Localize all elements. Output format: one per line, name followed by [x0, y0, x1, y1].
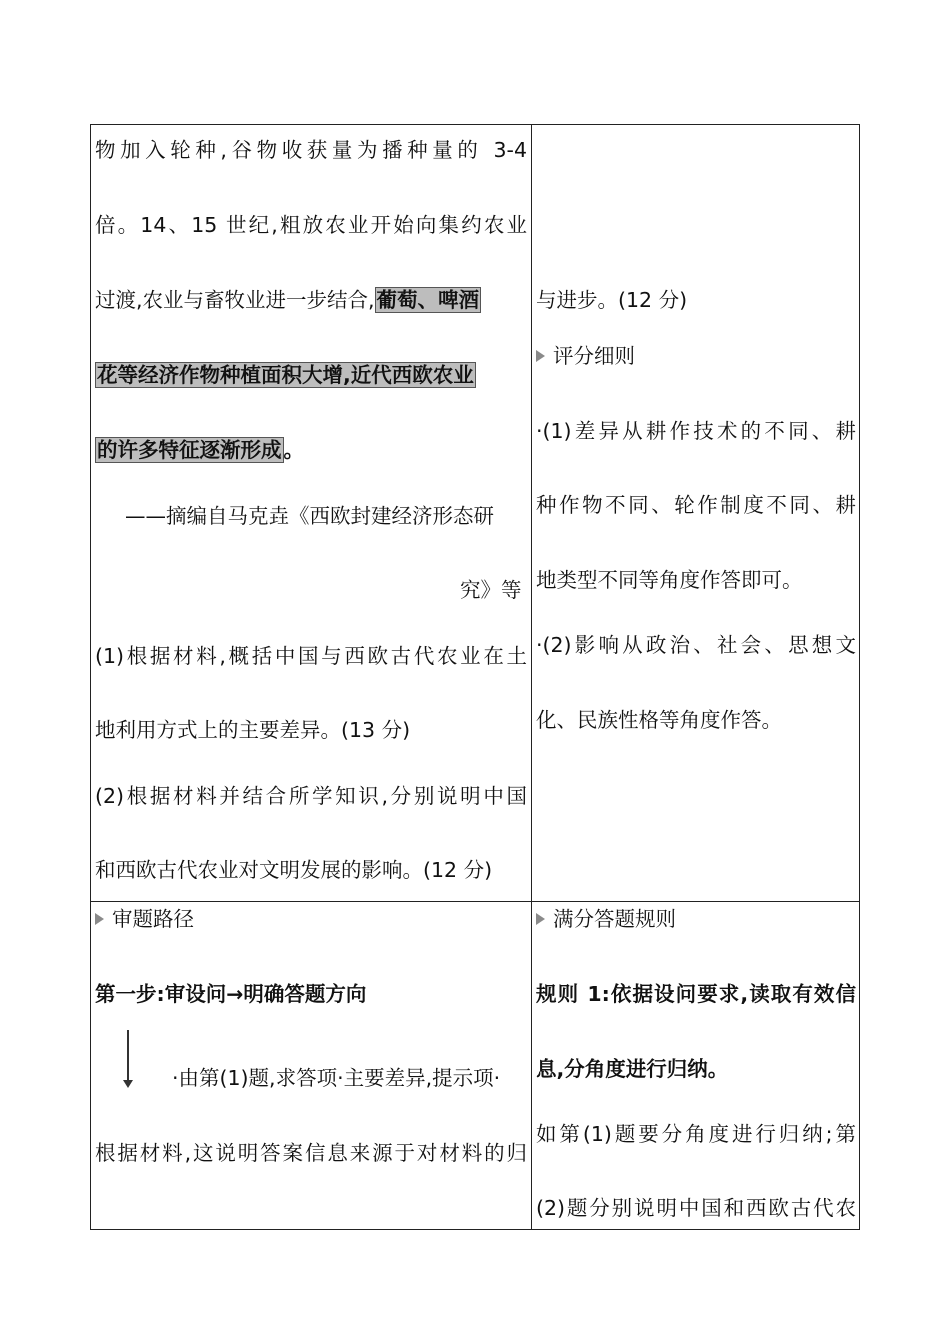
material-line-1: 物加入轮种,谷物收获量为播种量的 3-4 [95, 138, 527, 162]
analysis-path-label: 审题路径 [112, 907, 194, 931]
rule-1-line-1: 规则 1:依据设问要求,读取有效信 [536, 982, 856, 1006]
scoring-heading [536, 342, 635, 370]
question-1-line-2: 地利用方式上的主要差异。(13 分) [95, 718, 411, 742]
scoring-heading-label: 评分细则 [553, 344, 635, 368]
material-line-4 [95, 361, 476, 389]
rule-example-line-1: 如第(1)题要分角度进行归纳;第 [536, 1122, 856, 1146]
triangle-bullet-icon [536, 913, 545, 925]
analysis-path-heading [95, 905, 194, 933]
material-line-5-tail: 。 [283, 438, 304, 462]
source-citation-1: ——摘编自马克垚《西欧封建经济形态研 [125, 504, 494, 528]
step-1-title: 第一步:审设问→明确答题方向 [95, 982, 367, 1006]
question-continuation: 与进步。(12 分) [536, 288, 688, 312]
source-citation-2: 究》等 [460, 578, 522, 602]
highlight-text-1: 葡萄、啤酒 [376, 288, 480, 312]
highlight-text-3: 的许多特征逐渐形成 [97, 438, 282, 462]
material-line-5 [95, 436, 304, 464]
scoring-rule-1-line-1: ·(1)差异从耕作技术的不同、耕 [536, 419, 856, 443]
scoring-rule-2-line-2: 化、民族性格等角度作答。 [536, 708, 782, 732]
rule-1-line-2: 息,分角度进行归纳。 [536, 1057, 729, 1081]
scoring-rule-2-line-1: ·(2)影响从政治、社会、思想文 [536, 633, 856, 657]
rule-example-line-2: (2)题分别说明中国和西欧古代农 [536, 1196, 856, 1220]
down-arrow-icon [127, 1030, 129, 1082]
triangle-bullet-icon [536, 350, 545, 362]
triangle-bullet-icon [95, 913, 104, 925]
material-line-3-text: 过渡,农业与畜牧业进一步结合, [95, 288, 375, 312]
full-score-rules-heading [536, 905, 676, 933]
highlight-text-2: 花等经济作物种植面积大增,近代西欧农业 [97, 363, 474, 387]
question-1-line-1: (1)根据材料,概括中国与西欧古代农业在土 [95, 644, 527, 668]
step-1-line-2: 根据材料,这说明答案信息来源于对材料的归 [95, 1141, 527, 1165]
question-2-line-1: (2)根据材料并结合所学知识,分别说明中国 [95, 784, 527, 808]
scoring-rule-1-line-2: 种作物不同、轮作制度不同、耕 [536, 493, 856, 517]
step-1-line-1: ·由第(1)题,求答项·主要差异,提示项· [172, 1066, 501, 1090]
question-2-line-2: 和西欧古代农业对文明发展的影响。(12 分) [95, 858, 493, 882]
material-line-2: 倍。14、15 世纪,粗放农业开始向集约农业 [95, 213, 527, 237]
material-line-3 [95, 286, 481, 314]
scoring-rule-1-line-3: 地类型不同等角度作答即可。 [536, 568, 803, 592]
full-score-rules-label: 满分答题规则 [553, 907, 676, 931]
column-divider [531, 125, 532, 1229]
row-divider [91, 901, 859, 902]
